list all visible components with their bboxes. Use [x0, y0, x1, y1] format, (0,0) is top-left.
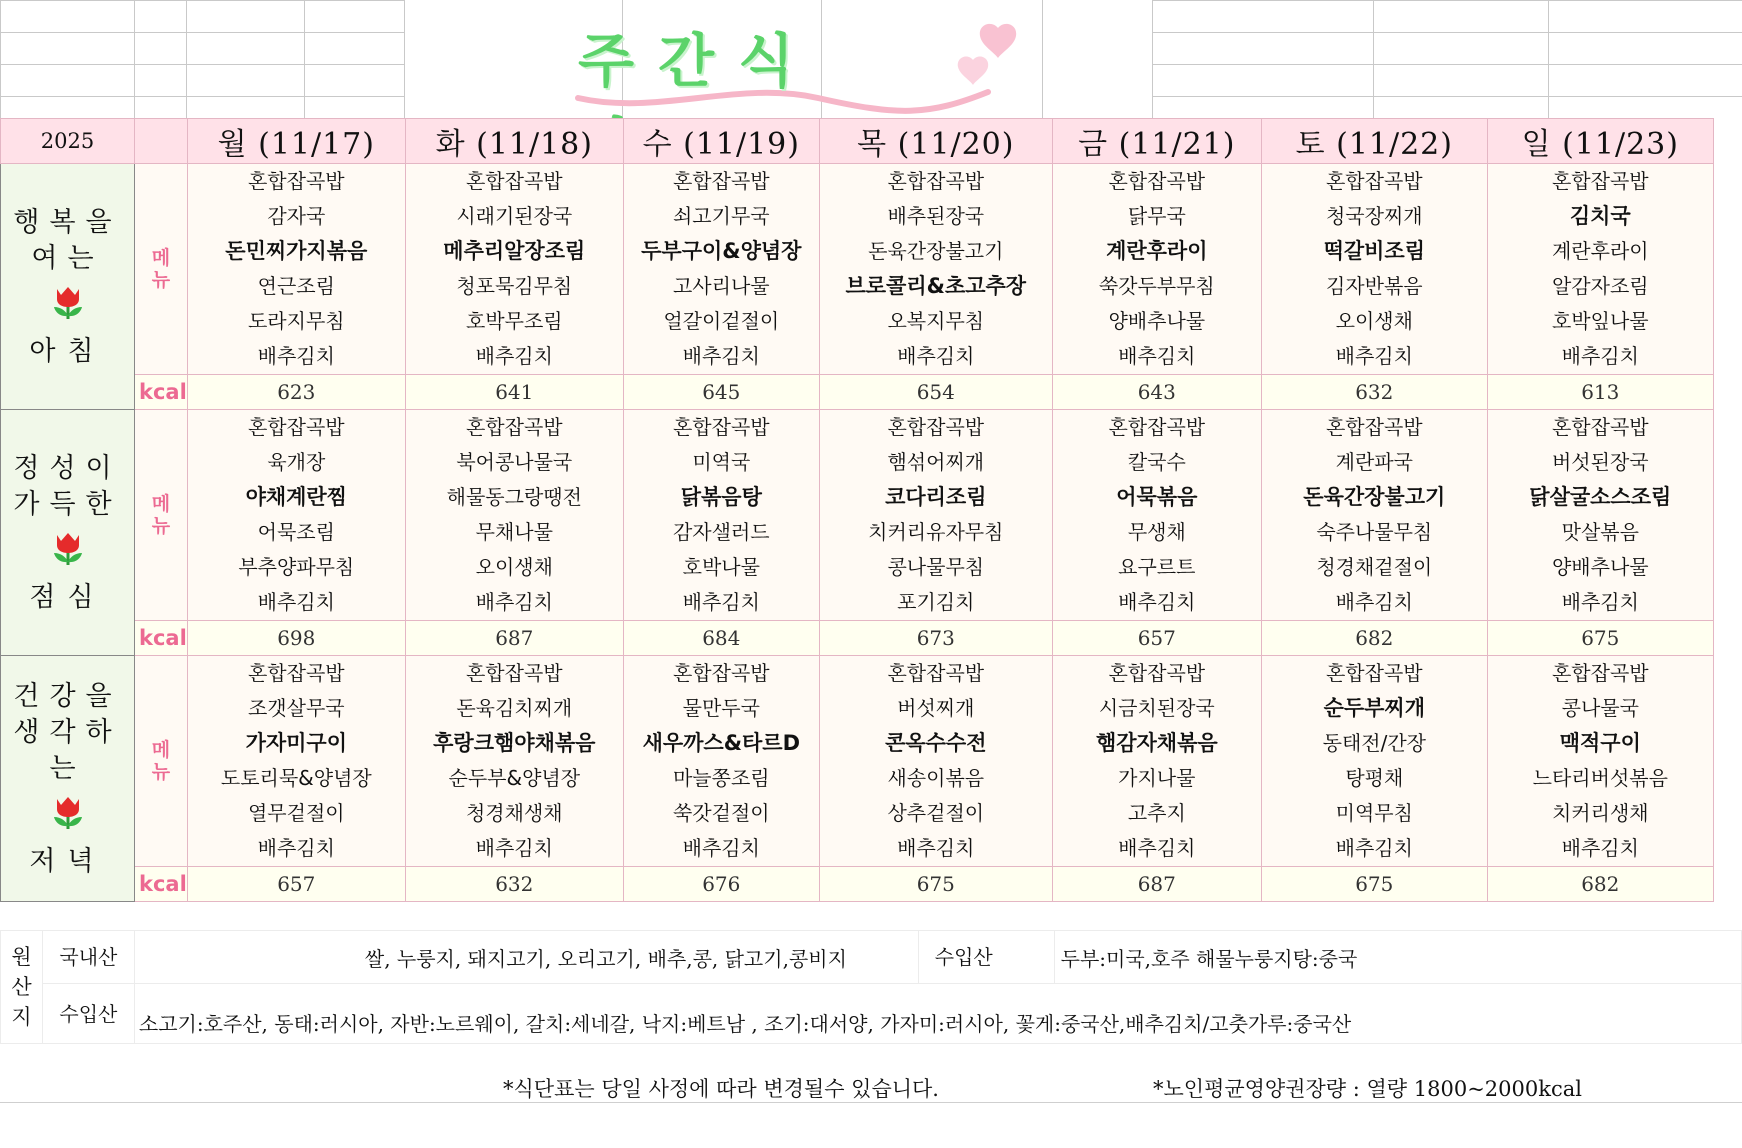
menu-item: 시래기된장국: [456, 204, 573, 228]
menu-item: 김자반볶음: [1325, 274, 1423, 298]
menu-change-notice: *식단표는 당일 사정에 따라 변경될수 있습니다.: [503, 1077, 939, 1101]
menu-item: 배추김치: [1561, 590, 1639, 614]
kcal-value: 632: [1261, 375, 1487, 410]
kcal-value: 641: [405, 375, 623, 410]
grid-vline: [1373, 0, 1374, 118]
day-header: 목 (11/20): [819, 119, 1052, 164]
menu-item: 계란후라이: [1551, 239, 1649, 263]
grid-hline: [1152, 96, 1742, 97]
bottom-rule: [0, 1102, 1742, 1103]
menu-item: 혼합잡곡밥: [672, 169, 770, 193]
menu-item: 배추김치: [1118, 344, 1196, 368]
menu-item: 새송이볶음: [887, 766, 985, 790]
kcal-value: 675: [1261, 867, 1487, 902]
kcal-value: 676: [623, 867, 819, 902]
grid-hline: [1152, 0, 1742, 1]
menu-item: 계란후라이: [1106, 239, 1208, 263]
menu-item: 브로콜리&초고추장: [845, 274, 1027, 298]
menu-item: 배추김치: [1335, 590, 1413, 614]
menu-item: 고사리나물: [672, 274, 770, 298]
grid-hline: [0, 64, 404, 65]
grid-vline: [1152, 0, 1153, 118]
menu-item: 포기김치: [897, 590, 975, 614]
menu-item: 시금치된장국: [1098, 696, 1215, 720]
menu-item: 배추김치: [682, 590, 760, 614]
grid-hline: [0, 0, 404, 1]
menu-item: 동태전/간장: [1322, 731, 1426, 755]
menu-item: 알감자조림: [1551, 274, 1649, 298]
menu-item: 상추겉절이: [887, 801, 985, 825]
kcal-value: 657: [187, 867, 405, 902]
menu-item: 오복지무침: [887, 309, 985, 333]
menu-item: 요구르트: [1118, 555, 1196, 579]
menu-cell: [1052, 656, 1261, 867]
kcal-value: 687: [405, 621, 623, 656]
menu-item: 쑥갓겉절이: [672, 801, 770, 825]
menu-cell: [1487, 164, 1713, 375]
day-header: 금 (11/21): [1052, 119, 1261, 164]
grid-vline: [134, 0, 135, 118]
menu-item: 코다리조림: [885, 485, 987, 509]
menu-item: 오이생채: [475, 555, 553, 579]
menu-item: 돈민찌가지볶음: [225, 239, 368, 263]
menu-item: 북어콩나물국: [456, 450, 573, 474]
meal-label: [1, 656, 135, 902]
nutrition-recommendation-note: *노인평균영양권장량 : 열량 1800~2000kcal: [1153, 1077, 1582, 1101]
origin-label: 원 산 지: [1, 931, 43, 1044]
import-origin-text: [134, 984, 1741, 1044]
menu-item: 숙주나물무침: [1316, 520, 1433, 544]
menu-item: 무채나물: [475, 520, 553, 544]
meal-label-time: 아침: [29, 336, 106, 367]
menu-cell: [623, 410, 819, 621]
menu-cell: [623, 656, 819, 867]
menu-item: 배추김치: [897, 836, 975, 860]
kcal-value: 645: [623, 375, 819, 410]
kcal-value: 613: [1487, 375, 1713, 410]
menu-item: 배추김치: [1561, 344, 1639, 368]
menu-cell: [405, 410, 623, 621]
menu-item: 배추김치: [475, 344, 553, 368]
meal-label: [1, 164, 135, 410]
menu-item: 배추김치: [1335, 344, 1413, 368]
menu-item: 미역국: [692, 450, 751, 474]
tulip-icon: [51, 529, 85, 567]
menu-item: 치커리생채: [1551, 801, 1649, 825]
menu-cell: [187, 164, 405, 375]
menu-item: 배추김치: [682, 836, 760, 860]
menu-item: 혼합잡곡밥: [1325, 661, 1423, 685]
menu-item: 김치국: [1569, 204, 1631, 228]
kcal-value: 623: [187, 375, 405, 410]
kcal-value: 682: [1487, 867, 1713, 902]
kcal-row: [1, 375, 1714, 410]
menu-item: 쑥갓두부무침: [1098, 274, 1215, 298]
day-header: 화 (11/18): [405, 119, 623, 164]
menu-item: 버섯찌개: [897, 696, 975, 720]
menu-item: 돈육간장불고기: [868, 239, 1004, 263]
menu-item: 양배추나물: [1551, 555, 1649, 579]
import-inline-label: [918, 931, 1054, 984]
menu-item: 햄감자채볶음: [1095, 731, 1218, 755]
import-origin-value: 소고기:호주산, 동태:러시아, 자반:노르웨이, 갈치:세네갈, 낙지:베트남 , 조기:대서양, 가자미:러시아, 꽃게:중국산,배추김치/고춧가루:중국산: [138, 1012, 1352, 1036]
menu-item: 혼합잡곡밥: [247, 415, 345, 439]
kcal-value: 673: [819, 621, 1052, 656]
menu-item: 혼합잡곡밥: [1551, 661, 1649, 685]
menu-item: 쇠고기무국: [672, 204, 770, 228]
menu-item: 육개장: [267, 450, 326, 474]
meal-label: [1, 410, 135, 656]
menu-item: 두부구이&양념장: [641, 239, 802, 263]
menu-item: 청국장찌개: [1325, 204, 1423, 228]
header-spacer: [135, 119, 188, 164]
menu-item: 혼합잡곡밥: [1108, 169, 1206, 193]
menu-item: 혼합잡곡밥: [1551, 169, 1649, 193]
kcal-row: [1, 867, 1714, 902]
menu-item: 고추지: [1127, 801, 1186, 825]
menu-item: 청경채겉절이: [1316, 555, 1433, 579]
weekly-menu-table: [0, 118, 1714, 902]
menu-cell: [1487, 656, 1713, 867]
menu-cell: [819, 656, 1052, 867]
menu-item: 배추김치: [1561, 836, 1639, 860]
menu-cell: [187, 410, 405, 621]
menu-item: 혼합잡곡밥: [465, 661, 563, 685]
menu-item: 어묵볶음: [1116, 485, 1198, 509]
domestic-origin-text: [134, 931, 918, 984]
menu-item: 미역무침: [1335, 801, 1413, 825]
menu-item: 호박나물: [682, 555, 760, 579]
menu-item: 얼갈이겉절이: [663, 309, 780, 333]
origin-table: [0, 930, 1742, 1044]
menu-item: 순두부&양념장: [448, 766, 581, 790]
grid-vline: [0, 0, 1, 118]
menu-cell: [405, 164, 623, 375]
grid-vline: [404, 0, 405, 118]
grid-vline: [304, 0, 305, 118]
menu-item: 무생채: [1127, 520, 1186, 544]
menu-item: 야채계란찜: [245, 485, 348, 509]
import-inline-label-text: 수입산: [934, 945, 993, 970]
kcal-value: 675: [819, 867, 1052, 902]
tulip-icon: [51, 283, 85, 321]
menu-item: 혼합잡곡밥: [887, 169, 985, 193]
kcal-value: 632: [405, 867, 623, 902]
domestic-label: 국내산: [42, 931, 134, 984]
menu-item: 햄섞어찌개: [887, 450, 985, 474]
menu-item: 돈육간장불고기: [1303, 485, 1446, 509]
menu-item: 치커리유자무침: [868, 520, 1004, 544]
menu-item: 배추김치: [1118, 836, 1196, 860]
menu-item: 혼합잡곡밥: [672, 415, 770, 439]
menu-cell: [405, 656, 623, 867]
meal-label-text: 건강을 생각하는: [13, 681, 122, 784]
menu-item: 양배추나물: [1108, 309, 1206, 333]
grid-hline: [1152, 64, 1742, 65]
menu-item: 혼합잡곡밥: [465, 415, 563, 439]
menu-item: 배추김치: [475, 836, 553, 860]
menu-cell: [1261, 410, 1487, 621]
domestic-origin-value: 쌀, 누룽지, 돼지고기, 오리고기, 배추,콩, 닭고기,콩비지: [364, 946, 847, 971]
menu-side-label: 메 뉴: [135, 410, 188, 621]
menu-item: 혼합잡곡밥: [887, 661, 985, 685]
menu-item: 콩나물무침: [887, 555, 985, 579]
import-inline-value: 두부:미국,호주 해물누룽지탕:중국: [1060, 946, 1358, 971]
menu-item: 해물동그랑땡전: [446, 485, 582, 509]
menu-item: 배추김치: [257, 590, 335, 614]
meal-rows: [1, 164, 1714, 902]
kcal-value: 687: [1052, 867, 1261, 902]
menu-item: 혼합잡곡밥: [1108, 661, 1206, 685]
meal-label-text: 정성이 가득한: [13, 453, 122, 520]
menu-item: 열무겉절이: [247, 801, 345, 825]
menu-cell: [1261, 656, 1487, 867]
menu-item: 칼국수: [1127, 450, 1186, 474]
import-inline-origin: [1054, 931, 1741, 984]
menu-item: 호박무조림: [465, 309, 563, 333]
menu-item: 혼합잡곡밥: [1325, 415, 1423, 439]
menu-item: 순두부찌개: [1323, 696, 1426, 720]
menu-item: 가지나물: [1118, 766, 1196, 790]
meal-row: [1, 656, 1714, 867]
menu-item: 도라지무침: [247, 309, 345, 333]
menu-cell: [819, 410, 1052, 621]
menu-item: 혼합잡곡밥: [1551, 415, 1649, 439]
menu-item: 콩나물국: [1561, 696, 1639, 720]
kcal-label: kcal: [135, 621, 188, 656]
kcal-label: kcal: [135, 375, 188, 410]
day-header: 토 (11/22): [1261, 119, 1487, 164]
menu-cell: [1052, 164, 1261, 375]
import-label: 수입산: [42, 984, 134, 1044]
kcal-value: 654: [819, 375, 1052, 410]
grid-vline: [1548, 0, 1549, 118]
menu-item: 떡갈비조림: [1323, 239, 1426, 263]
kcal-value: 684: [623, 621, 819, 656]
meal-row: [1, 410, 1714, 621]
kcal-value: 657: [1052, 621, 1261, 656]
menu-item: 호박잎나물: [1551, 309, 1649, 333]
menu-item: 배추김치: [1118, 590, 1196, 614]
menu-cell: [819, 164, 1052, 375]
menu-cell: [1487, 410, 1713, 621]
menu-item: 닭볶음탕: [680, 485, 762, 509]
kcal-row: [1, 621, 1714, 656]
grid-hline: [0, 32, 404, 33]
grid-vline: [186, 0, 187, 118]
menu-item: 물만두국: [682, 696, 760, 720]
menu-item: 배추김치: [257, 344, 335, 368]
menu-item: 계란파국: [1335, 450, 1413, 474]
menu-item: 맥적구이: [1559, 731, 1641, 755]
menu-item: 감자국: [267, 204, 326, 228]
header-row: [1, 119, 1714, 164]
page-title: 주간식: [578, 27, 819, 95]
menu-item: 배추김치: [1335, 836, 1413, 860]
menu-side-label: 메 뉴: [135, 164, 188, 375]
menu-item: 배추김치: [682, 344, 760, 368]
menu-item: 혼합잡곡밥: [247, 661, 345, 685]
menu-item: 혼합잡곡밥: [465, 169, 563, 193]
menu-item: 콘옥수수전: [885, 731, 987, 755]
menu-item: 배추된장국: [887, 204, 985, 228]
menu-side-label: 메 뉴: [135, 656, 188, 867]
menu-item: 청포묵김무침: [456, 274, 573, 298]
menu-item: 돈육김치찌개: [456, 696, 573, 720]
menu-item: 부추양파무침: [238, 555, 355, 579]
menu-item: 배추김치: [897, 344, 975, 368]
menu-item: 어묵조림: [257, 520, 335, 544]
grid-hline: [0, 96, 404, 97]
kcal-value: 675: [1487, 621, 1713, 656]
menu-item: 감자샐러드: [672, 520, 770, 544]
menu-item: 조갯살무국: [247, 696, 345, 720]
tulip-icon: [51, 793, 85, 831]
grid-hline: [1152, 32, 1742, 33]
day-header: 수 (11/19): [623, 119, 819, 164]
menu-item: 청경채생채: [465, 801, 563, 825]
menu-item: 도토리묵&양념장: [220, 766, 372, 790]
menu-item: 새우까스&타르D: [642, 731, 801, 755]
menu-cell: [1052, 410, 1261, 621]
menu-item: 혼합잡곡밥: [1108, 415, 1206, 439]
day-header: 일 (11/23): [1487, 119, 1713, 164]
menu-item: 혼합잡곡밥: [887, 415, 985, 439]
menu-item: 마늘쫑조림: [672, 766, 770, 790]
kcal-label: kcal: [135, 867, 188, 902]
kcal-value: 682: [1261, 621, 1487, 656]
menu-item: 오이생채: [1335, 309, 1413, 333]
meal-label-time: 점심: [29, 582, 106, 613]
kcal-value: 698: [187, 621, 405, 656]
menu-item: 혼합잡곡밥: [672, 661, 770, 685]
menu-item: 느타리버섯볶음: [1532, 766, 1668, 790]
menu-item: 닭살굴소스조림: [1529, 485, 1672, 509]
menu-item: 닭무국: [1127, 204, 1186, 228]
menu-item: 배추김치: [257, 836, 335, 860]
menu-cell: [187, 656, 405, 867]
menu-item: 가자미구이: [245, 731, 348, 755]
meal-row: [1, 164, 1714, 375]
menu-item: 혼합잡곡밥: [1325, 169, 1423, 193]
menu-item: 탕평채: [1345, 766, 1404, 790]
year-cell: 2025: [1, 119, 135, 164]
menu-item: 배추김치: [475, 590, 553, 614]
day-header: 월 (11/17): [187, 119, 405, 164]
menu-cell: [1261, 164, 1487, 375]
meal-label-text: 행복을 여는: [13, 207, 122, 274]
meal-label-time: 저녁: [29, 846, 106, 877]
menu-item: 연근조림: [257, 274, 335, 298]
menu-cell: [623, 164, 819, 375]
kcal-value: 643: [1052, 375, 1261, 410]
menu-item: 메추리알장조림: [443, 239, 586, 263]
menu-item: 맛살볶음: [1561, 520, 1639, 544]
menu-item: 혼합잡곡밥: [247, 169, 345, 193]
menu-item: 버섯된장국: [1551, 450, 1649, 474]
menu-item: 후랑크햄야채볶음: [433, 731, 596, 755]
